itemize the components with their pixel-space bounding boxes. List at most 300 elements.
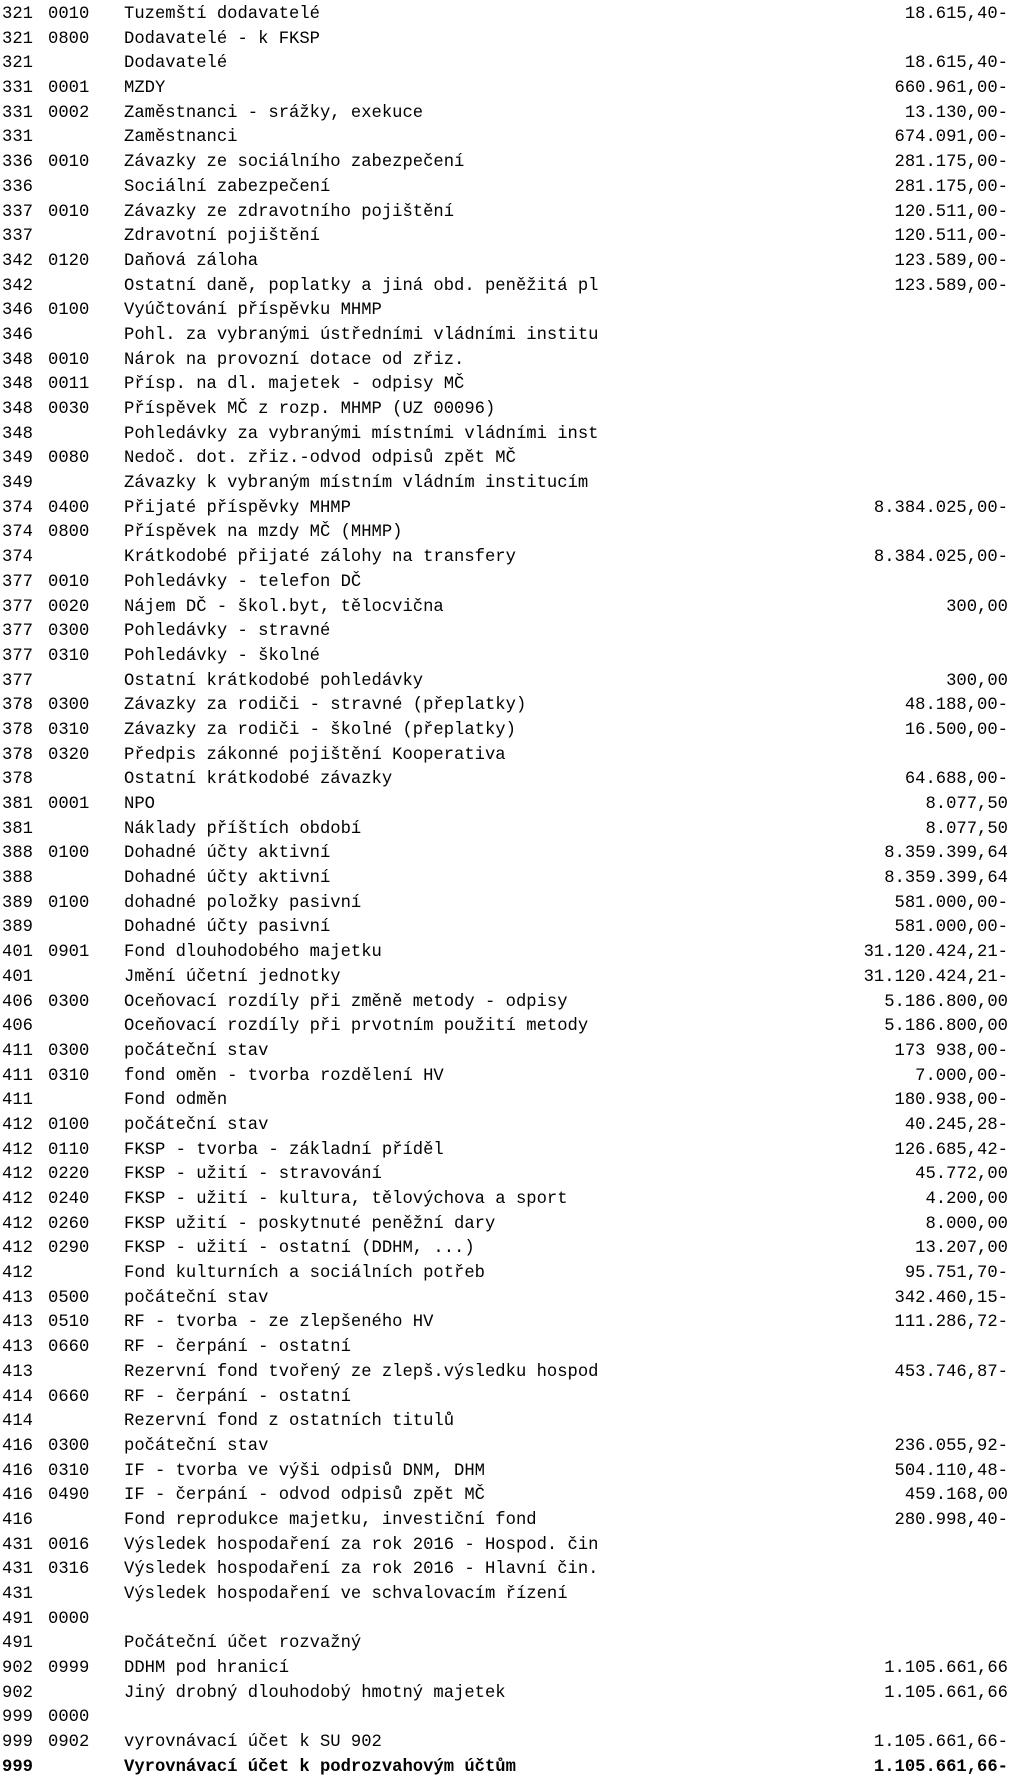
account-description: Závazky k vybraným místním vládním institucím xyxy=(124,474,589,494)
account-description: Zaměstnanci - srážky, exekuce xyxy=(124,103,424,123)
account-amount: 173 938,00- xyxy=(894,1041,1008,1061)
analytic-code: 0000 xyxy=(48,1708,90,1728)
account-description: Pohledávky - telefon DČ xyxy=(124,572,362,592)
account-number: 491 xyxy=(2,1634,33,1654)
account-amount: 126.685,42- xyxy=(894,1140,1008,1160)
ledger-row xyxy=(0,472,1024,497)
account-description: Jiný drobný dlouhodobý hmotný majetek xyxy=(124,1683,506,1703)
account-amount: 5.186.800,00 xyxy=(884,992,1008,1012)
ledger-row xyxy=(0,867,1024,892)
analytic-code: 0110 xyxy=(48,1140,90,1160)
account-number: 416 xyxy=(2,1510,33,1530)
account-number: 999 xyxy=(2,1757,33,1777)
analytic-code: 0001 xyxy=(48,795,90,814)
account-number: 414 xyxy=(2,1387,33,1407)
account-amount: 120.511,00- xyxy=(894,202,1008,222)
ledger-row xyxy=(0,719,1024,744)
ledger-row xyxy=(0,3,1024,28)
account-amount: 342.460,15- xyxy=(894,1288,1008,1308)
account-description: Zdravotní pojištění xyxy=(124,227,320,247)
account-description: NPO xyxy=(124,795,155,814)
account-amount: 18.615,40- xyxy=(904,5,1008,24)
account-description: DDHM pod hranicí xyxy=(124,1659,290,1679)
analytic-code: 0316 xyxy=(48,1560,90,1580)
analytic-code: 0300 xyxy=(48,992,90,1012)
account-amount: 8.359.399,64 xyxy=(884,844,1008,864)
ledger-row xyxy=(0,176,1024,201)
account-description: Náklady příštích období xyxy=(124,819,362,839)
account-amount: 581.000,00- xyxy=(894,893,1008,913)
ledger-row xyxy=(0,842,1024,867)
account-description: Fond dlouhodobého majetku xyxy=(124,943,382,963)
analytic-code: 0300 xyxy=(48,622,90,642)
analytic-code: 0100 xyxy=(48,893,90,913)
ledger-row xyxy=(0,768,1024,793)
ledger-row xyxy=(0,1089,1024,1114)
account-number: 336 xyxy=(2,177,33,197)
analytic-code: 0320 xyxy=(48,745,90,765)
account-amount: 459.168,00 xyxy=(904,1486,1008,1506)
ledger-row xyxy=(0,52,1024,77)
ledger-row xyxy=(0,1040,1024,1065)
account-description: FKSP - užití - stravování xyxy=(124,1165,382,1185)
account-amount: 674.091,00- xyxy=(894,128,1008,148)
account-amount: 120.511,00- xyxy=(894,227,1008,247)
account-number: 349 xyxy=(2,474,33,494)
analytic-code: 0902 xyxy=(48,1733,90,1753)
account-description: IF - čerpání - odvod odpisů zpět MČ xyxy=(124,1486,485,1506)
account-description: Přísp. na dl. majetek - odpisy MČ xyxy=(124,375,465,395)
account-number: 388 xyxy=(2,844,33,864)
analytic-code: 0310 xyxy=(48,646,90,666)
account-amount: 13.207,00 xyxy=(915,1239,1008,1259)
account-number: 431 xyxy=(2,1535,33,1555)
account-description: dohadné položky pasivní xyxy=(124,893,362,913)
account-amount: 111.286,72- xyxy=(894,1313,1008,1333)
account-amount: 95.751,70- xyxy=(904,1264,1008,1284)
analytic-code: 0310 xyxy=(48,1066,90,1086)
analytic-code: 0001 xyxy=(48,79,90,99)
account-number: 321 xyxy=(2,54,33,74)
account-number: 331 xyxy=(2,103,33,123)
ledger-row xyxy=(0,744,1024,769)
ledger-row xyxy=(0,694,1024,719)
account-number: 378 xyxy=(2,720,33,740)
ledger-row xyxy=(0,521,1024,546)
account-description: Nedoč. dot. zřiz.-odvod odpisů zpět MČ xyxy=(124,449,516,469)
ledger-row xyxy=(0,1509,1024,1534)
account-amount: 5.186.800,00 xyxy=(884,1017,1008,1037)
ledger-row xyxy=(0,250,1024,275)
account-description: RF - čerpání - ostatní xyxy=(124,1338,351,1358)
analytic-code: 0999 xyxy=(48,1659,90,1679)
account-number: 331 xyxy=(2,79,33,99)
account-description: RF - tvorba - ze zlepšeného HV xyxy=(124,1313,434,1333)
analytic-code: 0010 xyxy=(48,5,90,24)
analytic-code: 0010 xyxy=(48,572,90,592)
account-description: Tuzemští dodavatelé xyxy=(124,5,320,24)
account-description: Fond kulturních a sociálních potřeb xyxy=(124,1264,485,1284)
account-amount: 13.130,00- xyxy=(904,103,1008,123)
account-description: Dodavatelé - k FKSP xyxy=(124,29,320,49)
ledger-row xyxy=(0,1484,1024,1509)
account-amount: 40.245,28- xyxy=(904,1115,1008,1135)
account-description: Ostatní krátkodobé závazky xyxy=(124,770,393,790)
ledger-row xyxy=(0,1015,1024,1040)
account-number: 491 xyxy=(2,1609,33,1629)
account-amount: 8.077,50 xyxy=(925,795,1008,814)
analytic-code: 0660 xyxy=(48,1387,90,1407)
account-number: 389 xyxy=(2,893,33,913)
analytic-code: 0310 xyxy=(48,720,90,740)
account-number: 411 xyxy=(2,1091,33,1111)
account-description: Rezervní fond z ostatních titulů xyxy=(124,1412,455,1432)
account-description: IF - tvorba ve výši odpisů DNM, DHM xyxy=(124,1461,485,1481)
account-amount: 123.589,00- xyxy=(894,276,1008,296)
account-ledger xyxy=(0,3,1024,1781)
ledger-row xyxy=(0,1410,1024,1435)
ledger-row xyxy=(0,423,1024,448)
account-amount: 300,00 xyxy=(946,671,1008,691)
account-number: 331 xyxy=(2,128,33,148)
account-number: 348 xyxy=(2,424,33,444)
ledger-row xyxy=(0,546,1024,571)
account-amount: 7.000,00- xyxy=(915,1066,1008,1086)
account-description: Fond reprodukce majetku, investiční fond xyxy=(124,1510,537,1530)
analytic-code: 0100 xyxy=(48,844,90,864)
account-number: 416 xyxy=(2,1436,33,1456)
analytic-code: 0400 xyxy=(48,498,90,518)
analytic-code: 0220 xyxy=(48,1165,90,1185)
ledger-row xyxy=(0,28,1024,53)
account-number: 321 xyxy=(2,29,33,49)
account-number: 902 xyxy=(2,1659,33,1679)
account-number: 378 xyxy=(2,745,33,765)
account-description: Výsledek hospodaření ve schvalovacím řízení xyxy=(124,1585,568,1604)
account-number: 374 xyxy=(2,498,33,518)
account-number: 381 xyxy=(2,819,33,839)
account-number: 346 xyxy=(2,301,33,321)
account-amount: 8.000,00 xyxy=(925,1214,1008,1234)
analytic-code: 0010 xyxy=(48,350,90,370)
account-description: Sociální zabezpečení xyxy=(124,177,331,197)
account-description: Přijaté příspěvky MHMP xyxy=(124,498,351,518)
account-description: Pohl. za vybranými ústředními vládními institu xyxy=(124,325,599,345)
account-number: 377 xyxy=(2,572,33,592)
account-number: 431 xyxy=(2,1560,33,1580)
account-amount: 453.746,87- xyxy=(894,1362,1008,1382)
account-amount: 1.105.661,66 xyxy=(884,1683,1008,1703)
account-number: 337 xyxy=(2,227,33,247)
account-description: Závazky ze zdravotního pojištění xyxy=(124,202,455,222)
ledger-total-row xyxy=(0,1756,1024,1781)
analytic-code: 0030 xyxy=(48,400,90,419)
account-number: 346 xyxy=(2,325,33,345)
account-number: 378 xyxy=(2,696,33,716)
account-description: Výsledek hospodaření za rok 2016 - Hospod. čin xyxy=(124,1535,599,1555)
account-amount: 281.175,00- xyxy=(894,153,1008,173)
account-description: Předpis zákonné pojištění Kooperativa xyxy=(124,745,506,765)
analytic-code: 0240 xyxy=(48,1190,90,1209)
account-amount: 8.384.025,00- xyxy=(873,498,1008,518)
account-description: MZDY xyxy=(124,79,166,99)
account-number: 412 xyxy=(2,1214,33,1234)
ledger-row xyxy=(0,1583,1024,1608)
ledger-row xyxy=(0,373,1024,398)
account-amount: 504.110,48- xyxy=(894,1461,1008,1481)
ledger-row xyxy=(0,1065,1024,1090)
account-number: 414 xyxy=(2,1412,33,1432)
account-description: počáteční stav xyxy=(124,1115,269,1135)
account-description: fond oměn - tvorba rozdělení HV xyxy=(124,1066,444,1086)
account-amount: 581.000,00- xyxy=(894,918,1008,938)
account-number: 374 xyxy=(2,548,33,568)
ledger-row xyxy=(0,991,1024,1016)
ledger-row xyxy=(0,1262,1024,1287)
account-number: 406 xyxy=(2,992,33,1012)
account-description: Rezervní fond tvořený ze zlepš.výsledku hospod xyxy=(124,1362,599,1382)
account-description: Pohledávky - školné xyxy=(124,646,320,666)
account-description: Oceňovací rozdíly při prvotním použití metody xyxy=(124,1017,589,1037)
account-description: FKSP - tvorba - základní příděl xyxy=(124,1140,444,1160)
ledger-row xyxy=(0,275,1024,300)
account-description: Závazky za rodiči - školné (přeplatky) xyxy=(124,720,516,740)
analytic-code: 0901 xyxy=(48,943,90,963)
account-number: 374 xyxy=(2,523,33,543)
account-number: 412 xyxy=(2,1140,33,1160)
ledger-row xyxy=(0,201,1024,226)
account-number: 412 xyxy=(2,1190,33,1209)
ledger-row xyxy=(0,447,1024,472)
ledger-row xyxy=(0,77,1024,102)
account-amount: 48.188,00- xyxy=(904,696,1008,716)
account-description: FKSP - užití - ostatní (DDHM, ...) xyxy=(124,1239,475,1259)
account-description: počáteční stav xyxy=(124,1041,269,1061)
analytic-code: 0660 xyxy=(48,1338,90,1358)
account-description: Krátkodobé přijaté zálohy na transfery xyxy=(124,548,516,568)
account-number: 411 xyxy=(2,1066,33,1086)
account-number: 348 xyxy=(2,400,33,419)
account-amount: 31.120.424,21- xyxy=(863,967,1008,987)
ledger-row xyxy=(0,1558,1024,1583)
account-number: 336 xyxy=(2,153,33,173)
account-number: 377 xyxy=(2,597,33,617)
account-number: 412 xyxy=(2,1264,33,1284)
ledger-row xyxy=(0,299,1024,324)
analytic-code: 0080 xyxy=(48,449,90,469)
account-amount: 4.200,00 xyxy=(925,1190,1008,1209)
analytic-code: 0300 xyxy=(48,696,90,716)
analytic-code: 0800 xyxy=(48,523,90,543)
account-number: 412 xyxy=(2,1165,33,1185)
account-amount: 64.688,00- xyxy=(904,770,1008,790)
account-description: Vyrovnávací účet k podrozvahovým účtům xyxy=(124,1757,516,1777)
ledger-row xyxy=(0,1287,1024,1312)
ledger-row xyxy=(0,1534,1024,1559)
ledger-row xyxy=(0,1435,1024,1460)
ledger-row xyxy=(0,793,1024,818)
analytic-code: 0800 xyxy=(48,29,90,49)
analytic-code: 0490 xyxy=(48,1486,90,1506)
ledger-row xyxy=(0,398,1024,423)
analytic-code: 0002 xyxy=(48,103,90,123)
analytic-code: 0310 xyxy=(48,1461,90,1481)
ledger-row xyxy=(0,941,1024,966)
account-description: Příspěvek na mzdy MČ (MHMP) xyxy=(124,523,403,543)
account-number: 349 xyxy=(2,449,33,469)
ledger-row xyxy=(0,1608,1024,1633)
account-amount: 31.120.424,21- xyxy=(863,943,1008,963)
account-amount: 45.772,00 xyxy=(915,1165,1008,1185)
ledger-row xyxy=(0,1237,1024,1262)
ledger-row xyxy=(0,1657,1024,1682)
account-number: 401 xyxy=(2,943,33,963)
analytic-code: 0500 xyxy=(48,1288,90,1308)
ledger-row xyxy=(0,1163,1024,1188)
account-amount: 16.500,00- xyxy=(904,720,1008,740)
account-number: 342 xyxy=(2,251,33,271)
account-number: 413 xyxy=(2,1313,33,1333)
account-amount: 236.055,92- xyxy=(894,1436,1008,1456)
account-description: Dohadné účty pasivní xyxy=(124,918,331,938)
account-number: 412 xyxy=(2,1115,33,1135)
account-number: 413 xyxy=(2,1338,33,1358)
ledger-row xyxy=(0,596,1024,621)
account-description: RF - čerpání - ostatní xyxy=(124,1387,351,1407)
account-number: 342 xyxy=(2,276,33,296)
ledger-row xyxy=(0,1114,1024,1139)
ledger-row xyxy=(0,620,1024,645)
account-number: 999 xyxy=(2,1733,33,1753)
analytic-code: 0510 xyxy=(48,1313,90,1333)
account-description: Závazky za rodiči - stravné (přeplatky) xyxy=(124,696,527,716)
ledger-row xyxy=(0,1731,1024,1756)
account-description: Zaměstnanci xyxy=(124,128,238,148)
account-number: 401 xyxy=(2,967,33,987)
account-description: Fond odměn xyxy=(124,1091,228,1111)
account-number: 413 xyxy=(2,1362,33,1382)
account-description: Pohledávky - stravné xyxy=(124,622,331,642)
analytic-code: 0020 xyxy=(48,597,90,617)
account-number: 389 xyxy=(2,918,33,938)
analytic-code: 0100 xyxy=(48,1115,90,1135)
ledger-row xyxy=(0,571,1024,596)
account-number: 431 xyxy=(2,1585,33,1604)
ledger-row xyxy=(0,1682,1024,1707)
account-description: Oceňovací rozdíly při změně metody - odpisy xyxy=(124,992,568,1012)
ledger-row xyxy=(0,1706,1024,1731)
ledger-row xyxy=(0,102,1024,127)
ledger-row xyxy=(0,225,1024,250)
account-number: 412 xyxy=(2,1239,33,1259)
account-amount: 8.359.399,64 xyxy=(884,869,1008,889)
account-description: Příspěvek MČ z rozp. MHMP (UZ 00096) xyxy=(124,400,496,419)
account-number: 348 xyxy=(2,350,33,370)
analytic-code: 0260 xyxy=(48,1214,90,1234)
account-description: Ostatní daně, poplatky a jiná obd. peněžitá pl xyxy=(124,276,599,296)
ledger-row xyxy=(0,324,1024,349)
account-description: počáteční stav xyxy=(124,1288,269,1308)
account-amount: 8.077,50 xyxy=(925,819,1008,839)
account-description: Vyúčtování příspěvku MHMP xyxy=(124,301,382,321)
ledger-row xyxy=(0,1386,1024,1411)
ledger-row xyxy=(0,818,1024,843)
account-amount: 280.998,40- xyxy=(894,1510,1008,1530)
account-description: počáteční stav xyxy=(124,1436,269,1456)
account-number: 406 xyxy=(2,1017,33,1037)
ledger-row xyxy=(0,670,1024,695)
account-description: Ostatní krátkodobé pohledávky xyxy=(124,671,424,691)
ledger-row xyxy=(0,1139,1024,1164)
account-number: 902 xyxy=(2,1683,33,1703)
ledger-row xyxy=(0,151,1024,176)
ledger-row xyxy=(0,966,1024,991)
account-amount: 1.105.661,66- xyxy=(873,1733,1008,1753)
analytic-code: 0300 xyxy=(48,1436,90,1456)
account-description: Dohadné účty aktivní xyxy=(124,869,331,889)
analytic-code: 0290 xyxy=(48,1239,90,1259)
ledger-row xyxy=(0,1311,1024,1336)
account-description: FKSP užití - poskytnuté peněžní dary xyxy=(124,1214,496,1234)
account-number: 348 xyxy=(2,375,33,395)
account-number: 388 xyxy=(2,869,33,889)
account-number: 381 xyxy=(2,795,33,814)
analytic-code: 0010 xyxy=(48,202,90,222)
ledger-row xyxy=(0,349,1024,374)
account-amount: 1.105.661,66 xyxy=(884,1659,1008,1679)
analytic-code: 0011 xyxy=(48,375,90,395)
account-amount: 660.961,00- xyxy=(894,79,1008,99)
account-description: Počáteční účet rozvažný xyxy=(124,1634,362,1654)
account-number: 377 xyxy=(2,622,33,642)
ledger-row xyxy=(0,1460,1024,1485)
ledger-row xyxy=(0,645,1024,670)
account-number: 337 xyxy=(2,202,33,222)
account-description: Daňová záloha xyxy=(124,251,259,271)
account-description: vyrovnávací účet k SU 902 xyxy=(124,1733,382,1753)
analytic-code: 0000 xyxy=(48,1609,90,1629)
account-description: Dodavatelé xyxy=(124,54,228,74)
account-number: 411 xyxy=(2,1041,33,1061)
account-number: 416 xyxy=(2,1486,33,1506)
account-number: 321 xyxy=(2,5,33,24)
ledger-row xyxy=(0,892,1024,917)
account-description: FKSP - užití - kultura, tělovýchova a sport xyxy=(124,1190,568,1209)
ledger-row xyxy=(0,126,1024,151)
ledger-row xyxy=(0,497,1024,522)
account-description: Nájem DČ - škol.byt, tělocvična xyxy=(124,597,444,617)
account-description: Závazky ze sociálního zabezpečení xyxy=(124,153,465,173)
account-amount: 180.938,00- xyxy=(894,1091,1008,1111)
analytic-code: 0300 xyxy=(48,1041,90,1061)
ledger-row xyxy=(0,1213,1024,1238)
ledger-row xyxy=(0,1632,1024,1657)
ledger-row xyxy=(0,1336,1024,1361)
account-amount: 300,00 xyxy=(946,597,1008,617)
ledger-row xyxy=(0,1361,1024,1386)
ledger-row xyxy=(0,916,1024,941)
account-amount: 123.589,00- xyxy=(894,251,1008,271)
account-number: 377 xyxy=(2,671,33,691)
account-number: 416 xyxy=(2,1461,33,1481)
analytic-code: 0100 xyxy=(48,301,90,321)
ledger-row xyxy=(0,1188,1024,1213)
account-amount: 281.175,00- xyxy=(894,177,1008,197)
account-number: 999 xyxy=(2,1708,33,1728)
account-number: 413 xyxy=(2,1288,33,1308)
account-description: Pohledávky za vybranými místními vládními inst xyxy=(124,424,599,444)
account-description: Nárok na provozní dotace od zřiz. xyxy=(124,350,465,370)
